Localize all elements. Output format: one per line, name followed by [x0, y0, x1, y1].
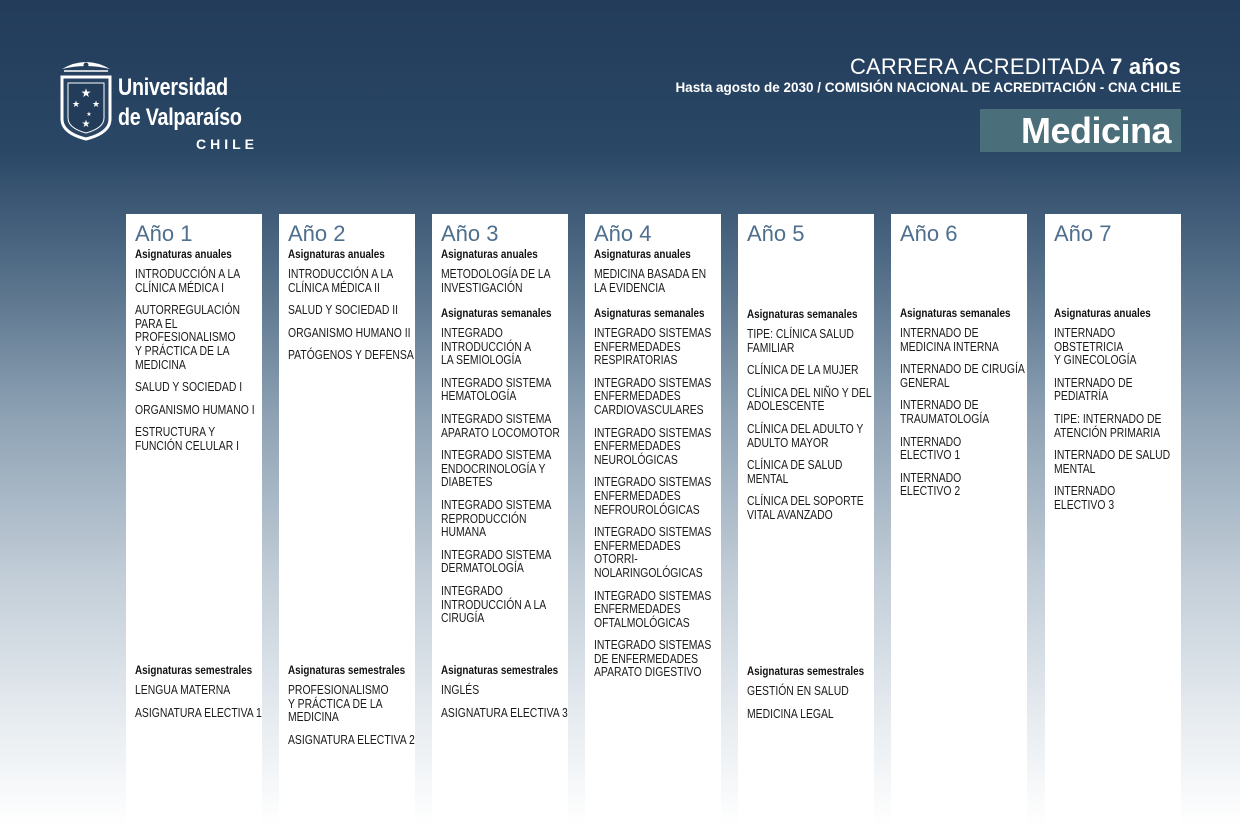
subject-item: INTERNADO ELECTIVO 3 [1054, 483, 1116, 512]
subject-item: ASIGNATURA ELECTIVA 2 [288, 731, 415, 747]
logo-name-line1: Universidad [118, 74, 228, 101]
section-heading: Asignaturas semanales [900, 308, 1011, 320]
logo-name-line2: de Valparaíso [118, 104, 242, 131]
subject-item: INTEGRADO SISTEMAS ENFERMEDADES NEUROLÓGICAS [594, 424, 712, 467]
subject-item: SALUD Y SOCIEDAD I [135, 379, 243, 395]
year-title: Año 4 [594, 221, 652, 246]
section-weekly [594, 308, 721, 688]
year-title: Año 1 [135, 221, 193, 246]
year-column-2 [279, 214, 415, 826]
year-column-5 [738, 214, 874, 826]
section-annual [288, 249, 415, 371]
subject-item: INTEGRADO SISTEMAS ENFERMEDADES CARDIOVASCULARES [594, 374, 712, 417]
section-annual [594, 249, 721, 303]
subject-item: ESTRUCTURA Y FUNCIÓN CELULAR I [135, 424, 240, 453]
subject-item: INTEGRADO SISTEMA DERMATOLOGÍA [441, 546, 552, 576]
svg-text:★: ★ [80, 86, 92, 100]
svg-text:★: ★ [81, 119, 91, 130]
subject-item: CLÍNICA DE LA MUJER [747, 362, 859, 378]
subject-item: INTEGRADO SISTEMAS ENFERMEDADES RESPIRATORIAS [594, 325, 712, 368]
svg-text:★: ★ [91, 100, 101, 110]
section-heading: Asignaturas semestrales [441, 665, 559, 677]
section-annual [135, 249, 262, 462]
subject-item: INTEGRADO SISTEMA ENDOCRINOLOGÍA Y DIABETES [441, 447, 552, 490]
section-heading: Asignaturas anuales [441, 249, 538, 261]
svg-text:★: ★ [86, 111, 92, 118]
year-title: Año 3 [441, 221, 499, 246]
subject-item: CLÍNICA DEL SOPORTE VITAL AVANZADO [747, 493, 864, 522]
year-column-1 [126, 214, 262, 826]
section-annual [1054, 308, 1181, 521]
career-badge [980, 109, 1181, 152]
subject-item: INTRODUCCIÓN A LA CLÍNICA MÉDICA II [288, 266, 394, 295]
section-heading: Asignaturas anuales [288, 249, 385, 261]
section-heading: Asignaturas anuales [135, 249, 232, 261]
section-heading: Asignaturas semestrales [747, 666, 865, 678]
subject-item: GESTIÓN EN SALUD [747, 683, 849, 698]
section-weekly [747, 309, 874, 531]
university-logo [58, 57, 268, 157]
section-semestral [747, 666, 874, 729]
year-title: Año 7 [1054, 221, 1112, 246]
subject-item: INTEGRADO SISTEMA HEMATOLOGÍA [441, 374, 552, 404]
accreditation-years: 7 años [1110, 54, 1181, 79]
subject-item: INTRODUCCIÓN A LA CLÍNICA MÉDICA I [135, 266, 241, 295]
subject-item: INTERNADO ELECTIVO 2 [900, 469, 962, 499]
subject-item: ASIGNATURA ELECTIVA 3 [441, 704, 568, 720]
subject-item: INTEGRADO SISTEMAS ENFERMEDADES NEFROUROLÓGICAS [594, 474, 712, 517]
section-weekly [441, 308, 568, 634]
subject-item: MEDICINA BASADA EN LA EVIDENCIA [594, 266, 707, 295]
subject-item: INTEGRADO SISTEMAS ENFERMEDADES OFTALMOLÓGICAS [594, 587, 712, 630]
accreditation-prefix: CARRERA ACREDITADA [849, 54, 1104, 79]
crown-icon [60, 57, 112, 73]
year-column-3 [432, 214, 568, 826]
subject-item: INTERNADO DE CIRUGÍA GENERAL [900, 361, 1025, 390]
section-heading: Asignaturas semanales [747, 309, 858, 321]
year-column-6 [891, 214, 1027, 826]
subject-item: INTERNADO OBSTETRICIA Y GINECOLOGÍA [1054, 325, 1137, 368]
year-column-4 [585, 214, 721, 826]
subject-item: LENGUA MATERNA [135, 682, 231, 697]
career-name: Medicina [1020, 110, 1171, 151]
subject-item: INTEGRADO SISTEMAS ENFERMEDADES OTORRI- NOLARINGOLÓGICAS [594, 524, 712, 580]
subject-item: INTEGRADO SISTEMA APARATO LOCOMOTOR [441, 410, 560, 440]
subject-item: CLÍNICA DE SALUD MENTAL [747, 457, 843, 486]
section-heading: Asignaturas anuales [1054, 308, 1151, 320]
shield-icon [60, 75, 112, 141]
section-heading: Asignaturas semestrales [135, 665, 253, 677]
svg-text:★: ★ [71, 100, 81, 110]
accreditation-subtitle: Hasta agosto de 2030 / COMISIÓN NACIONAL DE ACREDITACIÓN - CNA CHILE [675, 80, 1181, 95]
subject-item: INTEGRADO INTRODUCCIÓN A LA CIRUGÍA [441, 582, 547, 626]
subject-item: INTERNADO DE TRAUMATOLOGÍA [900, 397, 990, 426]
section-heading: Asignaturas semanales [441, 308, 552, 320]
subject-item: METODOLOGÍA DE LA INVESTIGACIÓN [441, 266, 551, 295]
section-annual [441, 249, 568, 303]
subject-item: AUTORREGULACIÓN PARA EL PROFESIONALISMO Y PRÁCTICA DE LA MEDICINA [135, 302, 240, 372]
logo-country: CHILE [196, 136, 258, 152]
subject-item: TIPE: INTERNADO DE ATENCIÓN PRIMARIA [1054, 410, 1162, 440]
section-semestral [135, 665, 262, 728]
subject-item: ORGANISMO HUMANO I [135, 401, 255, 417]
subject-item: PROFESIONALISMO Y PRÁCTICA DE LA MEDICINA [288, 682, 389, 725]
subject-item: INTERNADO DE PEDIATRÍA [1054, 374, 1133, 404]
section-semestral [441, 665, 568, 728]
subject-item: INTEGRADO INTRODUCCIÓN A LA SEMIOLOGÍA [441, 325, 532, 368]
subject-item: INTERNADO ELECTIVO 1 [900, 433, 962, 463]
year-title: Año 6 [900, 221, 958, 246]
subject-item: CLÍNICA DEL ADULTO Y ADULTO MAYOR [747, 420, 864, 450]
year-column-7 [1045, 214, 1181, 826]
year-title: Año 2 [288, 221, 346, 246]
subject-item: ASIGNATURA ELECTIVA 1 [135, 704, 262, 720]
subject-item: MEDICINA LEGAL [747, 705, 834, 721]
subject-item: INTERNADO DE MEDICINA INTERNA [900, 325, 999, 354]
subject-item: SALUD Y SOCIEDAD II [288, 302, 399, 318]
accreditation-title [850, 54, 1181, 80]
section-heading: Asignaturas semanales [594, 308, 705, 320]
section-heading: Asignaturas semestrales [288, 665, 406, 677]
subject-item: PATÓGENOS Y DEFENSA [288, 347, 414, 363]
section-weekly [900, 308, 1027, 507]
subject-item: INTERNADO DE SALUD MENTAL [1054, 447, 1171, 476]
subject-item: INTEGRADO SISTEMA REPRODUCCIÓN HUMANA [441, 496, 552, 540]
subject-item: INTEGRADO SISTEMAS DE ENFERMEDADES APARATO DIGESTIVO [594, 637, 712, 680]
subject-item: ORGANISMO HUMANO II [288, 324, 411, 340]
subject-item: CLÍNICA DEL NIÑO Y DEL ADOLESCENTE [747, 384, 872, 414]
year-title: Año 5 [747, 221, 805, 246]
subject-item: TIPE: CLÍNICA SALUD FAMILIAR [747, 326, 854, 355]
section-heading: Asignaturas anuales [594, 249, 691, 261]
subject-item: INGLÉS [441, 682, 480, 697]
section-semestral [288, 665, 415, 755]
